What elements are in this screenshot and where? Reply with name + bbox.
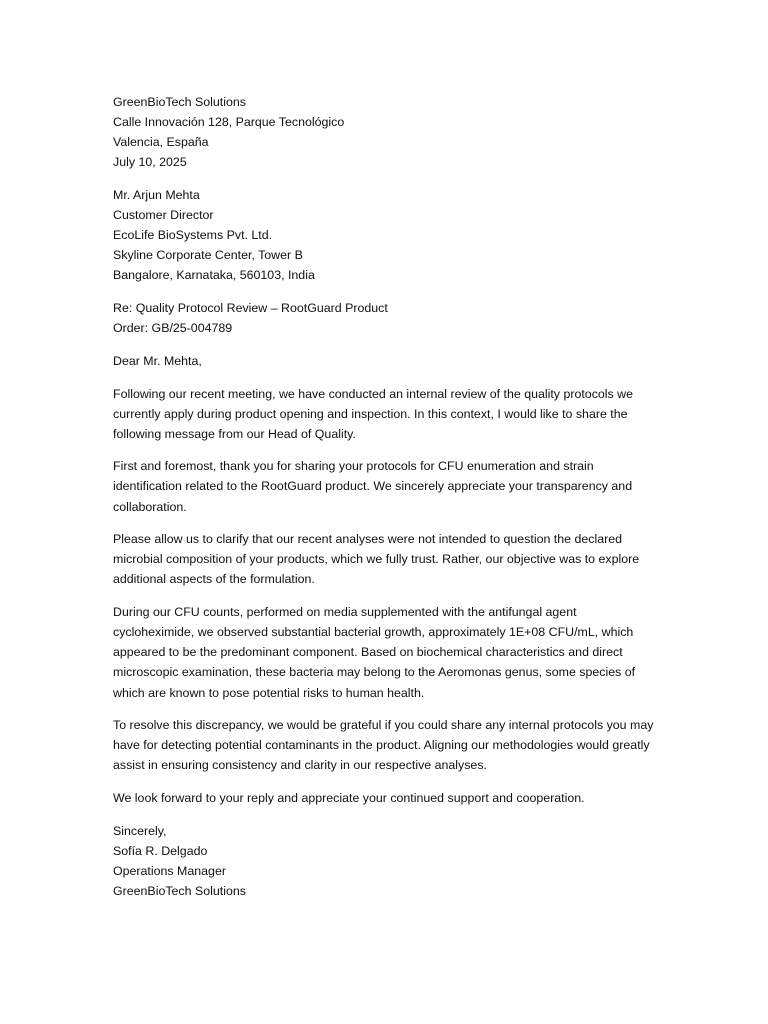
signer-name: Sofía R. Delgado [113, 843, 208, 858]
salutation: Dear Mr. Mehta, [113, 353, 202, 368]
closing-block [113, 821, 658, 901]
body-paragraph-3: Please allow us to clarify that our recent analyses were not intended to question the declared microbial composition of your products, which we fully trust. Rather, our objective was to explore additional aspects of the formulation. [113, 532, 640, 587]
body-paragraph-2: First and foremost, thank you for sharing your protocols for CFU enumeration and strain identification related to the RootGuard product. We sincerely appreciate your transparency and collaboration. [113, 459, 633, 514]
recipient-company: EcoLife BioSystems Pvt. Ltd. [113, 228, 273, 243]
valediction: Sincerely, [113, 823, 167, 838]
recipient-block [113, 185, 658, 285]
body-paragraph-1: Following our recent meeting, we have conducted an internal review of the quality protocols we currently apply during product opening and inspection. In this context, I would like to share the following message from our Head of Quality. [113, 386, 634, 441]
recipient-name: Mr. Arjun Mehta [113, 187, 200, 202]
signer-company: GreenBioTech Solutions [113, 884, 246, 899]
subject-line: Re: Quality Protocol Review – RootGuard Product [113, 301, 388, 316]
order-number: Order: GB/25-004789 [113, 321, 233, 336]
body-paragraph-5: To resolve this discrepancy, we would be grateful if you could share any internal protocols you may have for detecting potential contaminants in the product. Aligning our methodologies would greatly assist in ensuring consistency and clarity in our respective analyses. [113, 718, 654, 773]
body-paragraph-6: We look forward to your reply and appreciate your continued support and cooperation. [113, 791, 585, 806]
recipient-city: Bangalore, Karnataka, 560103, India [113, 268, 315, 283]
sender-company: GreenBioTech Solutions [113, 95, 246, 109]
subject-block [113, 298, 658, 338]
recipient-title: Customer Director [113, 208, 214, 223]
letter-date: July 10, 2025 [113, 155, 187, 170]
signer-title: Operations Manager [113, 863, 226, 878]
letter-body [113, 92, 658, 914]
recipient-street: Skyline Corporate Center, Tower B [113, 248, 303, 263]
body-paragraph-4: During our CFU counts, performed on media supplemented with the antifungal agent cycloheximide, we observed substantial bacterial growth, approximately 1E+08 CFU/mL, which appeared to be the predominant component. Based on biochemical characteristics and direct microscopic examination, these bacteria may belong to the Aeromonas genus, some species of which are known to pose potential risks to human health. [113, 605, 636, 700]
sender-street: Calle Innovación 128, Parque Tecnológico [113, 115, 345, 130]
sender-city: Valencia, España [113, 135, 209, 150]
sender-block [113, 92, 658, 172]
